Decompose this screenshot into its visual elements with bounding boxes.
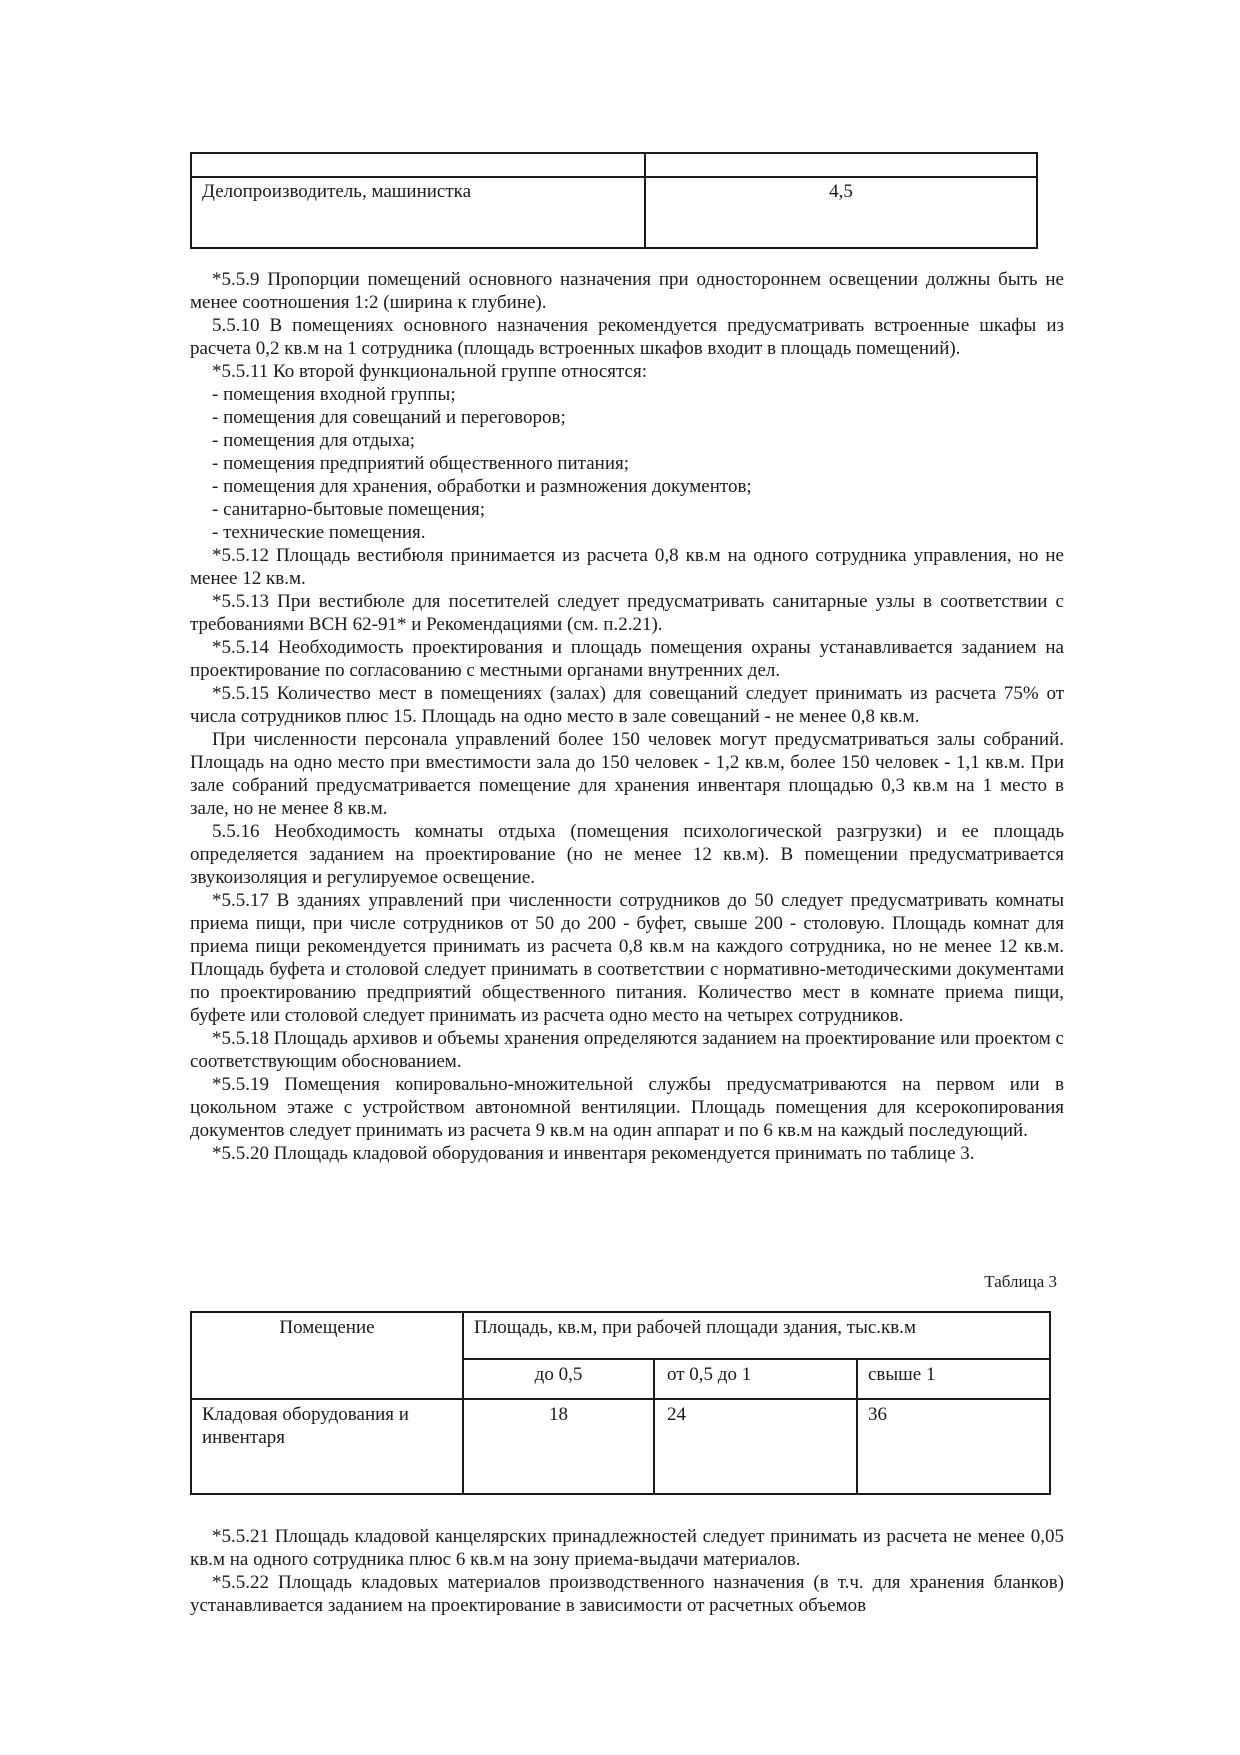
list-item: - помещения предприятий общественного питания;	[212, 453, 630, 474]
paragraph-5-5-14: *5.5.14 Необходимость проектирования и площадь помещения охраны устанавливается заданием на проектирование по согласованию с местными органами внутренних дел.	[190, 637, 1064, 681]
paragraph-5-5-18: *5.5.18 Площадь архивов и объемы хранения определяются заданием на проектирование или проектом с соответствующим обоснованием.	[190, 1028, 1064, 1072]
table-cell-area	[645, 153, 1037, 177]
table-header-row	[191, 1312, 1050, 1359]
list-item: - технические помещения.	[212, 522, 426, 543]
paragraph-5-5-15: *5.5.15 Количество мест в помещениях (залах) для совещаний следует принимать из расчета 75% от числа сотрудников плюс 15. Площадь на одно место в зале совещаний - не менее 0,8 кв.м.	[190, 683, 1064, 727]
cell-value: 36	[857, 1399, 1050, 1494]
paragraph-5-5-13: *5.5.13 При вестибюле для посетителей следует предусматривать санитарные узлы в соответствии с требованиями ВСН 62-91* и Рекомендациями (см. п.2.21).	[190, 591, 1064, 635]
table-caption: Таблица 3	[984, 1272, 1057, 1291]
subheader-cell: до 0,5	[463, 1359, 654, 1399]
header-room: Помещение	[191, 1312, 463, 1399]
paragraph-5-5-21: *5.5.21 Площадь кладовой канцелярских принадлежностей следует принимать из расчета не менее 0,05 кв.м на одного сотрудника плюс 6 кв.м на зону приема-выдачи материалов.	[190, 1526, 1064, 1570]
paragraph-5-5-17: *5.5.17 В зданиях управлений при численности сотрудников до 50 следует предусматривать комнаты приема пищи, при числе сотрудников от 50 до 200 - буфет, свыше 200 - столовую. Площадь комнат для приема пищи рекомендуется принимать из расчета 0,8 кв.м на каждого сотрудника, но не менее 12 кв.м. Площадь буфета и столовой следует принимать в соответствии с нормативно-методическими документами по проектированию предприятий общественного питания. Количество мест в комнате приема пищи, буфете или столовой следует принимать из расчета одно место на четырех сотрудников.	[190, 890, 1064, 1026]
list-item: - помещения для хранения, обработки и размножения документов;	[212, 476, 752, 497]
list-item: - помещения входной группы;	[212, 384, 456, 405]
cell-room: Кладовая оборудования и инвентаря	[191, 1399, 463, 1494]
paragraph-assembly-halls: При численности персонала управлений более 150 человек могут предусматриваться залы собраний. Площадь на одно место при вместимости зала до 150 человек - 1,2 кв.м, более 150 человек - 1,1 кв.м. При зале собраний предусматривается помещение для хранения инвентаря площадью 0,3 кв.м на 1 место в зале, но не менее 8 кв.м.	[190, 729, 1064, 819]
table-cell-area: 4,5	[645, 177, 1037, 248]
table-row	[191, 177, 1037, 248]
subheader-cell: от 0,5 до 1	[654, 1359, 857, 1399]
paragraph-5-5-12: *5.5.12 Площадь вестибюля принимается из расчета 0,8 кв.м на одного сотрудника управления, но не менее 12 кв.м.	[190, 545, 1064, 589]
subheader-cell: свыше 1	[857, 1359, 1050, 1399]
table-row	[191, 153, 1037, 177]
table-cell-position	[191, 153, 645, 177]
header-area: Площадь, кв.м, при рабочей площади здания, тыс.кв.м	[463, 1312, 1050, 1359]
staff-area-table	[190, 152, 1038, 249]
paragraph-5-5-20: *5.5.20 Площадь кладовой оборудования и инвентаря рекомендуется принимать по таблице 3.	[212, 1143, 975, 1164]
paragraph-5-5-11: *5.5.11 Ко второй функциональной группе относятся:	[212, 361, 647, 382]
table-cell-position: Делопроизводитель, машинистка	[191, 177, 645, 248]
body-text	[190, 268, 1064, 1165]
cell-value: 24	[654, 1399, 857, 1494]
paragraph-5-5-9: *5.5.9 Пропорции помещений основного назначения при одностороннем освещении должны быть не менее соотношения 1:2 (ширина к глубине).	[190, 269, 1064, 313]
paragraph-5-5-22: *5.5.22 Площадь кладовых материалов производственного назначения (в т.ч. для хранения бланков) устанавливается заданием на проектирование в зависимости от расчетных объемов	[190, 1572, 1064, 1616]
table-row	[191, 1399, 1050, 1494]
list-item: - санитарно-бытовые помещения;	[212, 499, 486, 520]
storage-area-table	[190, 1311, 1051, 1495]
paragraph-5-5-19: *5.5.19 Помещения копировально-множительной службы предусматриваются на первом или в цокольном этаже с устройством автономной вентиляции. Площадь помещения для ксерокопирования документов следует принимать из расчета 9 кв.м на один аппарат и по 6 кв.м на каждый последующий.	[190, 1074, 1064, 1141]
paragraph-5-5-16: 5.5.16 Необходимость комнаты отдыха (помещения психологической разгрузки) и ее площадь определяется заданием на проектирование (но не менее 12 кв.м). В помещении предусматривается звукоизоляция и регулируемое освещение.	[190, 821, 1064, 888]
paragraph-5-5-10: 5.5.10 В помещениях основного назначения рекомендуется предусматривать встроенные шкафы из расчета 0,2 кв.м на 1 сотрудника (площадь встроенных шкафов входит в площадь помещений).	[190, 315, 1064, 359]
cell-value: 18	[463, 1399, 654, 1494]
list-item: - помещения для совещаний и переговоров;	[212, 407, 566, 428]
body-text-continued	[190, 1525, 1064, 1617]
list-item: - помещения для отдыха;	[212, 430, 416, 451]
